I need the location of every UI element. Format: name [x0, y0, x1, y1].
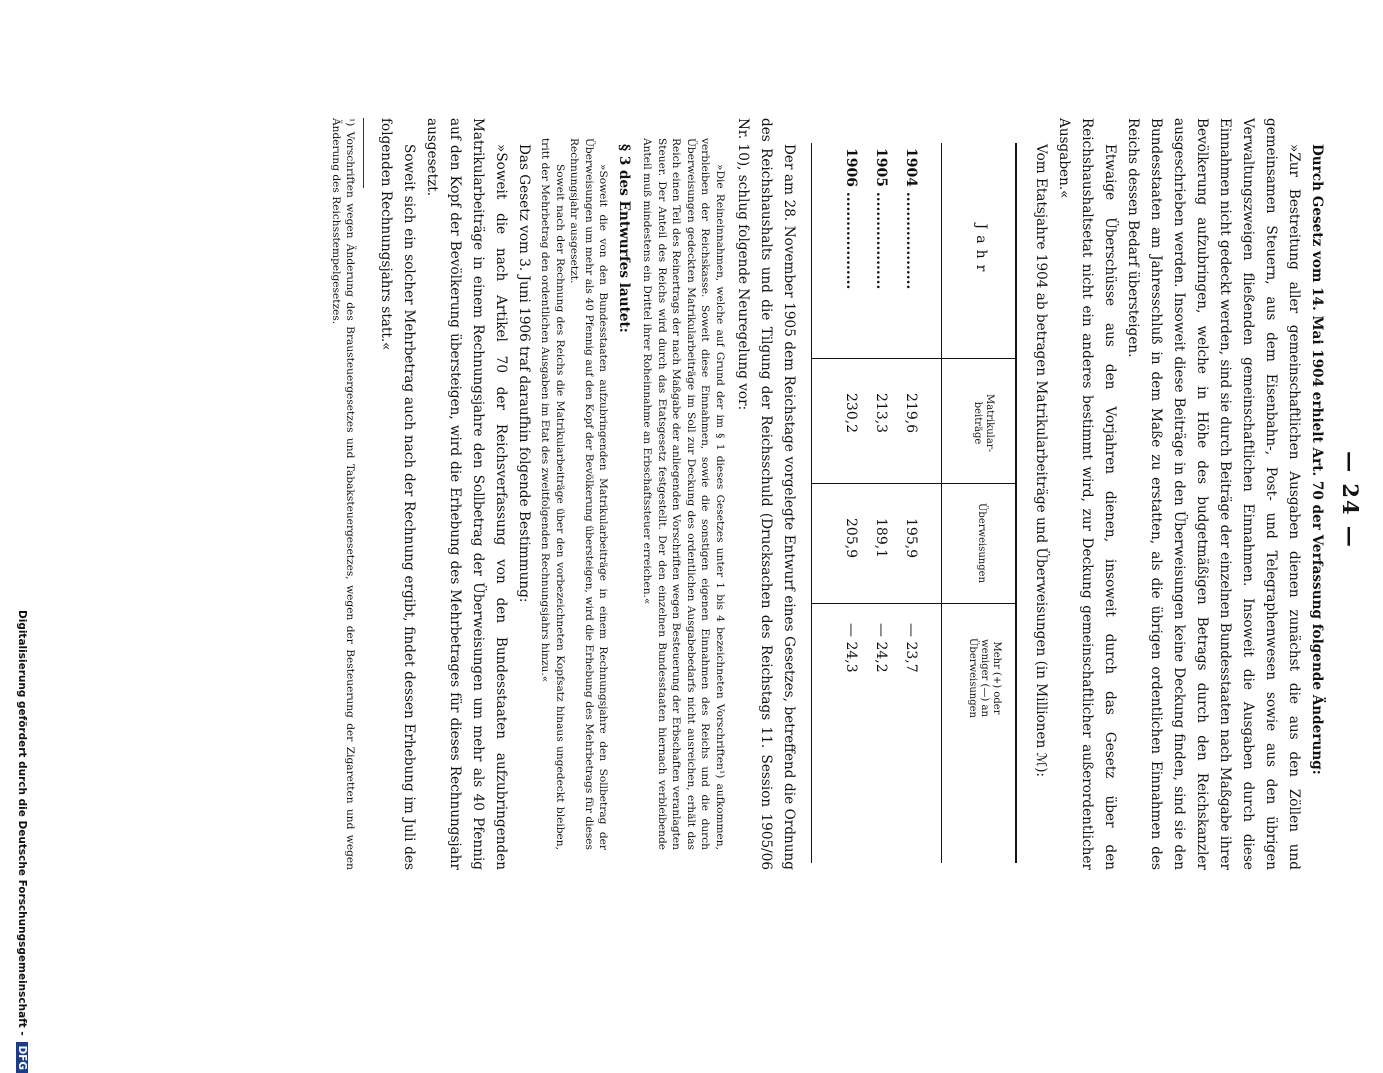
quote-law-1906: »Soweit die nach Artikel 70 der Reichsverfassung von den Bundesstaaten aufzubringenden Matrikularbeiträge in einem Rechnungsjahre den Sollbetrag der Überweisungen um mehr als 40 Pfennig auf den Kopf der Bevölkerung übersteigen, wird die Erhebung des Mehrbetrages für dieses Rechnungsjahr ausgesetzt.	[424, 118, 510, 870]
quote-article-70-cont: Etwaige Überschüsse aus den Vorjahren dienen, insoweit durch das Gesetz über den Reichshaushaltsetat nicht ein anderes bestimmt wird, zur Deckung gemeinschaftlicher außerordentlicher Ausgaben.«	[1056, 118, 1118, 870]
table-row	[862, 143, 892, 863]
table-row	[892, 143, 922, 863]
paragraph-draft: Der am 28. November 1905 dem Reichstage vorgelegte Entwurf eines Gesetzes, betreffend die Ordnung des Reichshaushalts und die Tilgung der Reichsschuld (Drucksachen des Reichstags 11. Session 1905/06 Nr. 10), schlug folgende Neuregelung vor:	[735, 118, 797, 870]
cell-ueberweisungen: 189,1	[873, 518, 889, 559]
data-table	[812, 143, 1017, 863]
header-ueberweisungen: Überweisungen	[976, 503, 987, 583]
paragraph-intro: Durch Gesetz vom 14. Mai 1904 erhielt Art. 70 der Verfassung folgende Änderung:	[1309, 144, 1325, 775]
cell-year: 1906 ....................	[843, 148, 859, 290]
cell-year: 1904 ....................	[903, 148, 919, 290]
header-year: Jahr	[973, 223, 989, 278]
quote-section-3: »Soweit die von den Bundesstaaten aufzubringenden Matrikularbeiträge in einem Rechnungsjahre den Sollbetrag der Überweisungen um mehr als 40 Pfennig auf den Kopf der Bevölkerung übersteigen, wird die Erhebung des Mehrbetrags für dieses Rechnungsjahr ausgesetzt.	[568, 138, 610, 850]
page-number: — 24 —	[1338, 451, 1363, 549]
dfg-note	[16, 610, 28, 1073]
paragraph-section-3: § 3 des Entwurfes lautet:	[616, 144, 633, 333]
body-text	[328, 118, 1328, 870]
table-row	[832, 143, 862, 863]
dfg-logo: DFG	[16, 1042, 28, 1073]
footnote: ¹) Vorschriften wegen Änderung des Brausteuergesetzes und Tabaksteuergesetzes, wegen der Besteuerung der Zigaretten und wegen Änderung des Reichsstempelgesetzes.	[329, 118, 357, 870]
quote-section-3-cont: Soweit nach der Rechnung des Reichs die Matrikularbeiträge über den vorbezeichneten Kopfsatz hinaus ungedeckt bleiben, tritt der Mehrbetrag den ordentlichen Ausgaben im Etat des zweitfolgenden Rechnungsjahrs hinzu.«	[539, 138, 566, 850]
header-matrikular: Matrikular-beiträge	[972, 393, 995, 453]
cell-difference: — 24,3	[843, 623, 859, 673]
quote-law-1906-cont: Soweit sich ein solcher Mehrbetrag auch nach der Rechnung ergibt, findet dessen Erhebung im Juli des folgenden Rechnungsjahrs statt.«	[378, 118, 418, 870]
footnote-rule	[363, 118, 364, 188]
quote-article-70: »Zur Bestreitung aller gemeinschaftlichen Ausgaben dienen zunächst die aus den Zöllen und gemeinsamen Steuern, aus dem Eisenbahn-, Post- und Telegraphenwesen sowie aus den übrigen Verwaltungszweigen fließenden gemeinschaftlichen Einnahmen. Insoweit die Ausgaben durch diese Einnahmen nicht gedeckt werden, sind sie durch Beiträge der einzelnen Bundesstaaten nach Maßgabe ihrer Bevölkerung aufzubringen, welche in Höhe des budgetmäßigen Betrags durch den Reichskanzler ausgeschrieben werden. Insoweit diese Beiträge in den Überweisungen keine Deckung finden, sind sie den Bundesstaaten am Jahresschluß in dem Maße zu erstatten, als die übrigen ordentlichen Einnahmen des Reichs dessen Bedarf übersteigen.	[1125, 118, 1302, 870]
cell-year: 1905 ....................	[873, 148, 889, 290]
cell-difference: — 23,7	[903, 623, 919, 673]
cell-ueberweisungen: 195,9	[903, 518, 919, 559]
dfg-text: Digitalisierung gefördert durch die Deutsche Forschungsgemeinschaft -	[16, 610, 28, 1036]
cell-matrikular: 230,2	[843, 393, 859, 434]
paragraph-law-1906: Das Gesetz vom 3. Juni 1906 traf daraufhin folgende Bestimmung:	[516, 144, 533, 603]
cell-ueberweisungen: 205,9	[843, 518, 859, 559]
header-difference: Mehr (+) oder weniger (—) an Überweisungen	[967, 638, 1002, 718]
cell-difference: — 24,2	[873, 623, 889, 673]
cell-matrikular: 213,3	[873, 393, 889, 434]
paragraph-table-intro: Vom Etatsjahre 1904 ab betragen Matrikularbeiträge und Überweisungen (in Millionen ℳ):	[1033, 144, 1049, 778]
cell-matrikular: 219,6	[903, 393, 919, 434]
quote-draft: »Die Reineinnahmen, welche auf Grund der im § 1 dieses Gesetzes unter 1 bis 4 bezeichneten Vorschriften¹) aufkommen, verbleiben der Reichskasse. Soweit diese Einnahmen, sowie die sonstigen eigenen Einnahmen des Reichs und die durch Überweisungen gedeckten Matrikularbeiträge im Soll zur Deckung des ordentlichen Ausgabebedarfs nicht ausreichen, erhält das Reich einen Teil des Reinertrags der nach Maßgabe der anliegenden Vorschriften wegen Besteuerung der Erbschaften veranlagten Steuer. Der Anteil des Reichs wird durch das Etatsgesetz festgestellt. Der den einzelnen Bundesstaaten hiernach verbleibende Anteil muß mindestens ein Drittel ihrer Roheinnahme an Erbschaftssteuer erreichen.«	[641, 138, 726, 850]
